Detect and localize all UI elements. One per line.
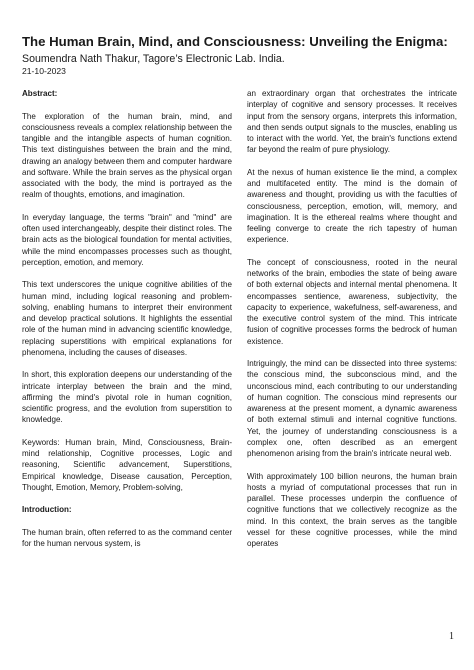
keywords: Keywords: Human brain, Mind, Consciousness, Brain-mind relationship, Cognitive processes, Logic and reasoning, Scientific advancement, Superstitions, Empirical knowledge, Disease causation, Perception, Thought, Emotion, Memory, Problem-solving, [22, 437, 232, 492]
body-paragraph-2: At the nexus of human existence lie the mind, a complex and multifaceted entity. The mind is the domain of awareness and thought, providing us with the faculties of consciousness, perception, emotion, will, memory, and imagination. It is the ethereal realms where thought and feeling converge to create the rich tapestry of human experience. [247, 167, 457, 245]
introduction-paragraph-1: The human brain, often referred to as the command center for the human nervous system, is [22, 527, 232, 548]
body-paragraph-3: The concept of consciousness, rooted in the neural networks of the brain, embodies the state of being aware of both external objects and internal mental phenomena. It encompasses sentience, awareness, subjectivity, the capacity to experience, wakefulness, self-awareness, and the executive control system of the mind. This intricate fusion of cognitive processes forms the bedrock of human existence. [247, 257, 457, 346]
page-number: 1 [449, 631, 454, 642]
body-paragraph-5: With approximately 100 billion neurons, the human brain hosts a myriad of computational processes that run in parallel. These processes underpin the confluence of cognitive functions that we collectively recognize as the mind. In this context, the brain serves as the tangible vessel for these cognitive processes, while the mind operates [247, 471, 457, 548]
abstract-paragraph-2: In everyday language, the terms "brain" and "mind" are often used interchangeably, despite their distinct roles. The brain acts as the biological foundation for mental activities, while the mind encompasses processes such as thought, perception, emotion, and memory. [22, 212, 232, 267]
paper-title: The Human Brain, Mind, and Consciousness: Unveiling the Enigma: [22, 34, 448, 49]
right-column [247, 88, 457, 561]
introduction-heading: Introduction: [22, 505, 72, 515]
abstract-heading: Abstract: [22, 89, 58, 98]
abstract-paragraph-4: In short, this exploration deepens our understanding of the intricate interplay between the brain and the mind, affirming the mind's pivotal role in human cognition, scientific progress, and the evolution from superstition to knowledge. [22, 370, 232, 425]
author-line: Soumendra Nath Thakur, Tagore’s Electronic Lab. India. [22, 53, 285, 65]
abstract-paragraph-1: The exploration of the human brain, mind, and consciousness reveals a complex relationship between the tangible and the intangible aspects of human cognition. This text distinguishes between the brain and the mind, drawing an analogy between them and computer hardware and software. While the brain serves as the physical organ associated with the body, the mind is portrayed as the realm of thoughts, emotions, and imagination. [22, 111, 232, 200]
abstract-paragraph-3: This text underscores the unique cognitive abilities of the human mind, including logical reasoning and problem-solving, enabling humans to interpret their environment and develop practical solutions. It highlights the essential role of the human mind in advancing scientific knowledge, replacing superstitions with empirical explanations for phenomena, including the causes of diseases. [22, 280, 232, 357]
date: 21-10-2023 [22, 66, 66, 76]
body-paragraph-4: Intriguingly, the mind can be dissected into three systems: the conscious mind, the subconscious mind, and the unconscious mind, each contributing to our understanding of human cognition. The conscious mind represents our awareness at the present moment, a dynamic awareness of both external stimuli and internal cognitive functions. Yet, the journey of understanding consciousness is a complex one, often described as an emergent phenomenon arising from the brain's intricate neural web. [247, 359, 457, 458]
left-column [22, 88, 232, 561]
body-paragraph-1: an extraordinary organ that orchestrates the intricate interplay of cognitive and sensory processes. It receives input from the sensory organs, interprets this information, and then sends output signals to the muscles, enabling us to interact with the world. Yet, the brain's functions extend far beyond the realm of pure physiology. [247, 89, 457, 155]
